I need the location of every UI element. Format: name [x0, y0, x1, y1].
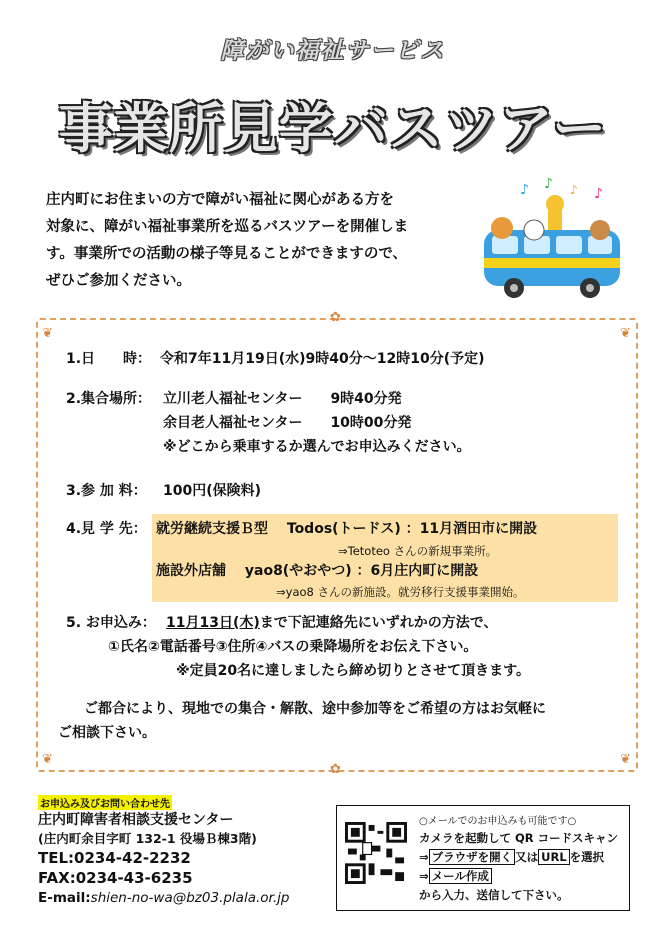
visit-place-1-note: ⇒Tetoteo さんの新規事業所。 — [338, 544, 498, 558]
qr-code-icon[interactable] — [345, 822, 407, 884]
contact-fax: FAX:0234-43-6235 — [38, 869, 193, 887]
svg-text:♪: ♪ — [594, 186, 603, 202]
fee-label: 3.参 加 料： — [66, 483, 147, 499]
url-option: URL — [538, 849, 570, 865]
qr-box-line-4 — [419, 868, 492, 884]
leaf-icon: ❦ — [620, 752, 631, 767]
qr-box-heading: ○メールでのお申込みも可能です○ — [419, 816, 577, 827]
apply-rest: まで下記連絡先にいずれかの方法で、 — [259, 615, 498, 631]
svg-text:♪: ♪ — [570, 183, 578, 197]
qr-box-line-5: から入力、送信して下さい。 — [419, 888, 569, 902]
contact-tel: TEL:0234-42-2232 — [38, 849, 191, 867]
date-value: 令和7年11月19日(水)9時40分～12時10分(予定) — [160, 351, 485, 367]
intro-text — [46, 187, 476, 295]
contact-address: (庄内町余目字町 132-1 役場Ｂ棟3階) — [38, 831, 257, 846]
acorn-icon: ✿ — [330, 762, 341, 777]
qr-box — [336, 805, 630, 911]
apply-deadline — [166, 612, 498, 632]
apply-info: ①氏名②電話番号③住所④バスの乗降場所をお伝え下さい。 — [108, 639, 478, 655]
qr-box-line-2: カメラを起動して QR コードスキャン — [419, 831, 619, 845]
leaf-icon: ❦ — [42, 326, 53, 341]
meet-note: ※どこから乗車するか選んでお申込みください。 — [163, 439, 471, 455]
date-label: 1.日 時： — [66, 351, 152, 367]
apply-capacity-note: ※定員20名に達しましたら締め切りとさせて頂きます。 — [176, 663, 530, 679]
leaf-icon: ❦ — [620, 326, 631, 341]
arrow-icon: ⇒ — [419, 850, 429, 864]
leaf-icon: ❦ — [42, 752, 53, 767]
svg-text:♪: ♪ — [544, 176, 553, 192]
apply-label: 5. お申込み： — [66, 615, 156, 631]
intro-line: ぜひご参加ください。 — [46, 273, 191, 289]
svg-text:♪: ♪ — [520, 182, 529, 198]
meet-place-2: 余目老人福祉センター 10時00分発 — [163, 415, 412, 431]
bus-illustration — [478, 172, 628, 302]
intro-line: 庄内町にお住まいの方で障がい福祉に関心がある方を — [46, 192, 394, 208]
email-label: E-mail: — [38, 890, 91, 906]
note-line-2: ご相談下さい。 — [58, 725, 156, 741]
fee-value: 100円(保険料) — [163, 483, 262, 499]
visit-place-1: 就労継続支援Ｂ型 Todos(トードス) ：11月酒田市に開設 — [156, 521, 538, 537]
contact-org: 庄内町障害者相談支援センター — [38, 812, 234, 828]
visit-place-2: 施設外店舗 yao8(やおやつ) ：6月庄内町に開設 — [156, 563, 479, 579]
apply-date: 11月13日(木) — [166, 615, 260, 631]
qr-box-line-3 — [419, 849, 604, 865]
email-link[interactable]: shien-no-wa@bz03.plala.or.jp — [90, 890, 290, 906]
compose-mail-option: メール作成 — [429, 868, 492, 884]
intro-line: す。事業所での活動の様子等見ることができますので、 — [46, 246, 408, 262]
meet-label: 2.集合場所： — [66, 391, 152, 407]
intro-line: 対象に、障がい福祉事業所を巡るバスツアーを開催しま — [46, 219, 409, 235]
page-title: 事業所見学バスツアー — [58, 97, 608, 160]
note-line-1: ご都合により、現地での集合・解散、途中参加等をご希望の方はお気軽に — [84, 701, 546, 717]
arrow-icon: ⇒ — [419, 869, 429, 883]
open-browser-option: ブラウザを開く — [429, 849, 516, 865]
contact-label: お申込み及びお問い合わせ先 — [38, 795, 172, 810]
visit-label: 4.見 学 先： — [66, 521, 147, 537]
subtitle: 障がい福祉サービス — [220, 38, 446, 64]
or-text: 又は — [515, 850, 539, 864]
contact-email-row — [38, 890, 289, 906]
acorn-icon: ✿ — [330, 310, 341, 325]
meet-place-1: 立川老人福祉センター 9時40分発 — [163, 391, 402, 407]
visit-place-2-note: ⇒yao8 さんの新施設。就労移行支援事業開始。 — [276, 585, 525, 599]
select-text: を選択 — [569, 850, 605, 864]
